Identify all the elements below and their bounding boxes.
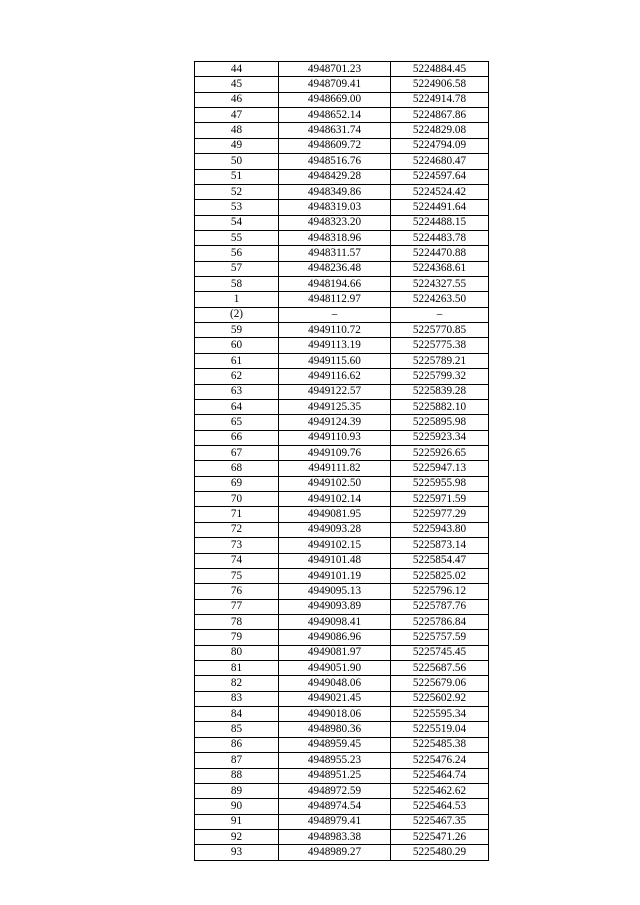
point-number-cell: 76 — [195, 584, 279, 599]
y-coordinate-cell: 5225757.59 — [391, 630, 489, 645]
table-row — [195, 184, 489, 199]
table-row — [195, 215, 489, 230]
point-number-cell: 65 — [195, 415, 279, 430]
point-number-cell: 51 — [195, 169, 279, 184]
table-row — [195, 292, 489, 307]
x-coordinate-cell: 4949122.57 — [279, 384, 391, 399]
table-row — [195, 369, 489, 384]
x-coordinate-cell: 4949021.45 — [279, 691, 391, 706]
x-coordinate-cell: 4949086.96 — [279, 630, 391, 645]
y-coordinate-cell: 5225471.26 — [391, 829, 489, 844]
table-row — [195, 522, 489, 537]
point-number-cell: 62 — [195, 369, 279, 384]
x-coordinate-cell: 4949110.93 — [279, 430, 391, 445]
table-row — [195, 753, 489, 768]
y-coordinate-cell: 5225895.98 — [391, 415, 489, 430]
x-coordinate-cell: 4948974.54 — [279, 799, 391, 814]
y-coordinate-cell: 5225825.02 — [391, 568, 489, 583]
point-number-cell: 64 — [195, 399, 279, 414]
table-row — [195, 553, 489, 568]
x-coordinate-cell: 4948631.74 — [279, 123, 391, 138]
y-coordinate-cell: 5225679.06 — [391, 676, 489, 691]
x-coordinate-cell: 4949048.06 — [279, 676, 391, 691]
x-coordinate-cell: 4948652.14 — [279, 108, 391, 123]
x-coordinate-cell: 4949101.48 — [279, 553, 391, 568]
table-row — [195, 123, 489, 138]
x-coordinate-cell: 4949051.90 — [279, 661, 391, 676]
table-row — [195, 108, 489, 123]
y-coordinate-cell: 5225476.24 — [391, 753, 489, 768]
y-coordinate-cell: 5224906.58 — [391, 77, 489, 92]
x-coordinate-cell: 4949102.14 — [279, 492, 391, 507]
point-number-cell: 54 — [195, 215, 279, 230]
table-row — [195, 384, 489, 399]
point-number-cell: 66 — [195, 430, 279, 445]
point-number-cell: 72 — [195, 522, 279, 537]
x-coordinate-cell: 4948701.23 — [279, 62, 391, 77]
y-coordinate-cell: 5225485.38 — [391, 737, 489, 752]
table-row — [195, 200, 489, 215]
point-number-cell: 55 — [195, 230, 279, 245]
table-row — [195, 77, 489, 92]
y-coordinate-cell: 5225796.12 — [391, 584, 489, 599]
point-number-cell: 93 — [195, 845, 279, 860]
table-row — [195, 661, 489, 676]
y-coordinate-cell: 5224794.09 — [391, 138, 489, 153]
y-coordinate-cell: 5225854.47 — [391, 553, 489, 568]
y-coordinate-cell: 5225480.29 — [391, 845, 489, 860]
y-coordinate-cell: 5224368.61 — [391, 261, 489, 276]
table-row — [195, 169, 489, 184]
point-number-cell: 73 — [195, 538, 279, 553]
point-number-cell: 45 — [195, 77, 279, 92]
x-coordinate-cell: 4949093.89 — [279, 599, 391, 614]
y-coordinate-cell: 5225745.45 — [391, 645, 489, 660]
y-coordinate-cell: 5225947.13 — [391, 461, 489, 476]
point-number-cell: 61 — [195, 353, 279, 368]
y-coordinate-cell: 5225467.35 — [391, 814, 489, 829]
table-row — [195, 630, 489, 645]
y-coordinate-cell: 5224884.45 — [391, 62, 489, 77]
point-number-cell: 71 — [195, 507, 279, 522]
table-row — [195, 246, 489, 261]
y-coordinate-cell: 5225464.53 — [391, 799, 489, 814]
y-coordinate-cell: 5225882.10 — [391, 399, 489, 414]
y-coordinate-cell: 5225955.98 — [391, 476, 489, 491]
table-row — [195, 261, 489, 276]
point-number-cell: 74 — [195, 553, 279, 568]
y-coordinate-cell: 5225786.84 — [391, 614, 489, 629]
table-row — [195, 568, 489, 583]
point-number-cell: 80 — [195, 645, 279, 660]
x-coordinate-cell: 4949115.60 — [279, 353, 391, 368]
point-number-cell: 67 — [195, 445, 279, 460]
x-coordinate-cell: 4948972.59 — [279, 783, 391, 798]
y-coordinate-cell: 5224680.47 — [391, 154, 489, 169]
y-coordinate-cell: 5224829.08 — [391, 123, 489, 138]
point-number-cell: 58 — [195, 277, 279, 292]
x-coordinate-cell: 4949113.19 — [279, 338, 391, 353]
point-number-cell: 86 — [195, 737, 279, 752]
table-row — [195, 430, 489, 445]
table-row — [195, 614, 489, 629]
point-number-cell: 89 — [195, 783, 279, 798]
x-coordinate-cell: 4949081.95 — [279, 507, 391, 522]
point-number-cell: 70 — [195, 492, 279, 507]
point-number-cell: 79 — [195, 630, 279, 645]
table-row — [195, 645, 489, 660]
x-coordinate-cell: 4948318.96 — [279, 230, 391, 245]
y-coordinate-cell: 5224597.64 — [391, 169, 489, 184]
x-coordinate-cell: 4948955.23 — [279, 753, 391, 768]
point-number-cell: 90 — [195, 799, 279, 814]
x-coordinate-cell: 4948349.86 — [279, 184, 391, 199]
y-coordinate-cell: 5225462.62 — [391, 783, 489, 798]
y-coordinate-cell: 5224470.88 — [391, 246, 489, 261]
y-coordinate-cell: 5225595.34 — [391, 707, 489, 722]
y-coordinate-cell: 5225971.59 — [391, 492, 489, 507]
table-row — [195, 799, 489, 814]
point-number-cell: 1 — [195, 292, 279, 307]
point-number-cell: 78 — [195, 614, 279, 629]
x-coordinate-cell: 4948989.27 — [279, 845, 391, 860]
table-row — [195, 691, 489, 706]
x-coordinate-cell: 4948516.76 — [279, 154, 391, 169]
table-row — [195, 338, 489, 353]
table-row — [195, 722, 489, 737]
point-number-cell: 91 — [195, 814, 279, 829]
table-row — [195, 737, 489, 752]
point-number-cell: 60 — [195, 338, 279, 353]
point-number-cell: 88 — [195, 768, 279, 783]
table-row — [195, 814, 489, 829]
table-row — [195, 707, 489, 722]
table-row — [195, 445, 489, 460]
x-coordinate-cell: 4949101.19 — [279, 568, 391, 583]
x-coordinate-cell: 4949102.50 — [279, 476, 391, 491]
x-coordinate-cell: 4949095.13 — [279, 584, 391, 599]
point-number-cell: 47 — [195, 108, 279, 123]
x-coordinate-cell: 4949093.28 — [279, 522, 391, 537]
point-number-cell: 68 — [195, 461, 279, 476]
x-coordinate-cell: 4948429.28 — [279, 169, 391, 184]
table-row — [195, 307, 489, 322]
point-number-cell: 49 — [195, 138, 279, 153]
point-number-cell: 77 — [195, 599, 279, 614]
point-number-cell: 48 — [195, 123, 279, 138]
table-row — [195, 154, 489, 169]
point-number-cell: 59 — [195, 323, 279, 338]
y-coordinate-cell: – — [391, 307, 489, 322]
y-coordinate-cell: 5224867.86 — [391, 108, 489, 123]
point-number-cell: 83 — [195, 691, 279, 706]
y-coordinate-cell: 5225873.14 — [391, 538, 489, 553]
point-number-cell: 84 — [195, 707, 279, 722]
table-row — [195, 415, 489, 430]
x-coordinate-cell: 4948709.41 — [279, 77, 391, 92]
point-number-cell: 53 — [195, 200, 279, 215]
x-coordinate-cell: 4948194.66 — [279, 277, 391, 292]
x-coordinate-cell: 4949125.35 — [279, 399, 391, 414]
point-number-cell: 44 — [195, 62, 279, 77]
table-row — [195, 783, 489, 798]
x-coordinate-cell: 4948323.20 — [279, 215, 391, 230]
point-number-cell: 46 — [195, 92, 279, 107]
coordinate-table — [194, 61, 489, 861]
table-row — [195, 277, 489, 292]
x-coordinate-cell: 4948983.38 — [279, 829, 391, 844]
y-coordinate-cell: 5225687.56 — [391, 661, 489, 676]
y-coordinate-cell: 5225770.85 — [391, 323, 489, 338]
point-number-cell: 69 — [195, 476, 279, 491]
table-row — [195, 230, 489, 245]
y-coordinate-cell: 5225926.65 — [391, 445, 489, 460]
x-coordinate-cell: 4949109.76 — [279, 445, 391, 460]
point-number-cell: 81 — [195, 661, 279, 676]
y-coordinate-cell: 5225799.32 — [391, 369, 489, 384]
table-row — [195, 461, 489, 476]
y-coordinate-cell: 5224491.64 — [391, 200, 489, 215]
y-coordinate-cell: 5224263.50 — [391, 292, 489, 307]
x-coordinate-cell: 4949098.41 — [279, 614, 391, 629]
y-coordinate-cell: 5224483.78 — [391, 230, 489, 245]
y-coordinate-cell: 5225977.29 — [391, 507, 489, 522]
y-coordinate-cell: 5225519.04 — [391, 722, 489, 737]
y-coordinate-cell: 5225839.28 — [391, 384, 489, 399]
x-coordinate-cell: 4949116.62 — [279, 369, 391, 384]
table-row — [195, 599, 489, 614]
y-coordinate-cell: 5224524.42 — [391, 184, 489, 199]
y-coordinate-cell: 5225943.80 — [391, 522, 489, 537]
table-row — [195, 492, 489, 507]
x-coordinate-cell: 4948609.72 — [279, 138, 391, 153]
table-row — [195, 92, 489, 107]
point-number-cell: 52 — [195, 184, 279, 199]
point-number-cell: 85 — [195, 722, 279, 737]
table-row — [195, 538, 489, 553]
x-coordinate-cell: 4949111.82 — [279, 461, 391, 476]
x-coordinate-cell: – — [279, 307, 391, 322]
table-row — [195, 323, 489, 338]
x-coordinate-cell: 4948669.00 — [279, 92, 391, 107]
point-number-cell: (2) — [195, 307, 279, 322]
coordinate-table-body — [195, 62, 489, 861]
table-row — [195, 584, 489, 599]
point-number-cell: 87 — [195, 753, 279, 768]
x-coordinate-cell: 4948236.48 — [279, 261, 391, 276]
y-coordinate-cell: 5225789.21 — [391, 353, 489, 368]
table-row — [195, 353, 489, 368]
table-row — [195, 768, 489, 783]
y-coordinate-cell: 5224327.55 — [391, 277, 489, 292]
y-coordinate-cell: 5224914.78 — [391, 92, 489, 107]
table-row — [195, 476, 489, 491]
x-coordinate-cell: 4948980.36 — [279, 722, 391, 737]
point-number-cell: 50 — [195, 154, 279, 169]
x-coordinate-cell: 4948311.57 — [279, 246, 391, 261]
y-coordinate-cell: 5225787.76 — [391, 599, 489, 614]
point-number-cell: 75 — [195, 568, 279, 583]
x-coordinate-cell: 4949081.97 — [279, 645, 391, 660]
x-coordinate-cell: 4948112.97 — [279, 292, 391, 307]
x-coordinate-cell: 4948951.25 — [279, 768, 391, 783]
y-coordinate-cell: 5225923.34 — [391, 430, 489, 445]
point-number-cell: 92 — [195, 829, 279, 844]
table-row — [195, 399, 489, 414]
x-coordinate-cell: 4949102.15 — [279, 538, 391, 553]
y-coordinate-cell: 5224488.15 — [391, 215, 489, 230]
y-coordinate-cell: 5225775.38 — [391, 338, 489, 353]
x-coordinate-cell: 4949124.39 — [279, 415, 391, 430]
x-coordinate-cell: 4948319.03 — [279, 200, 391, 215]
table-row — [195, 676, 489, 691]
point-number-cell: 56 — [195, 246, 279, 261]
table-row — [195, 829, 489, 844]
table-row — [195, 845, 489, 860]
point-number-cell: 82 — [195, 676, 279, 691]
x-coordinate-cell: 4948959.45 — [279, 737, 391, 752]
table-row — [195, 62, 489, 77]
table-row — [195, 138, 489, 153]
point-number-cell: 57 — [195, 261, 279, 276]
table-row — [195, 507, 489, 522]
x-coordinate-cell: 4949110.72 — [279, 323, 391, 338]
y-coordinate-cell: 5225464.74 — [391, 768, 489, 783]
x-coordinate-cell: 4949018.06 — [279, 707, 391, 722]
point-number-cell: 63 — [195, 384, 279, 399]
x-coordinate-cell: 4948979.41 — [279, 814, 391, 829]
y-coordinate-cell: 5225602.92 — [391, 691, 489, 706]
